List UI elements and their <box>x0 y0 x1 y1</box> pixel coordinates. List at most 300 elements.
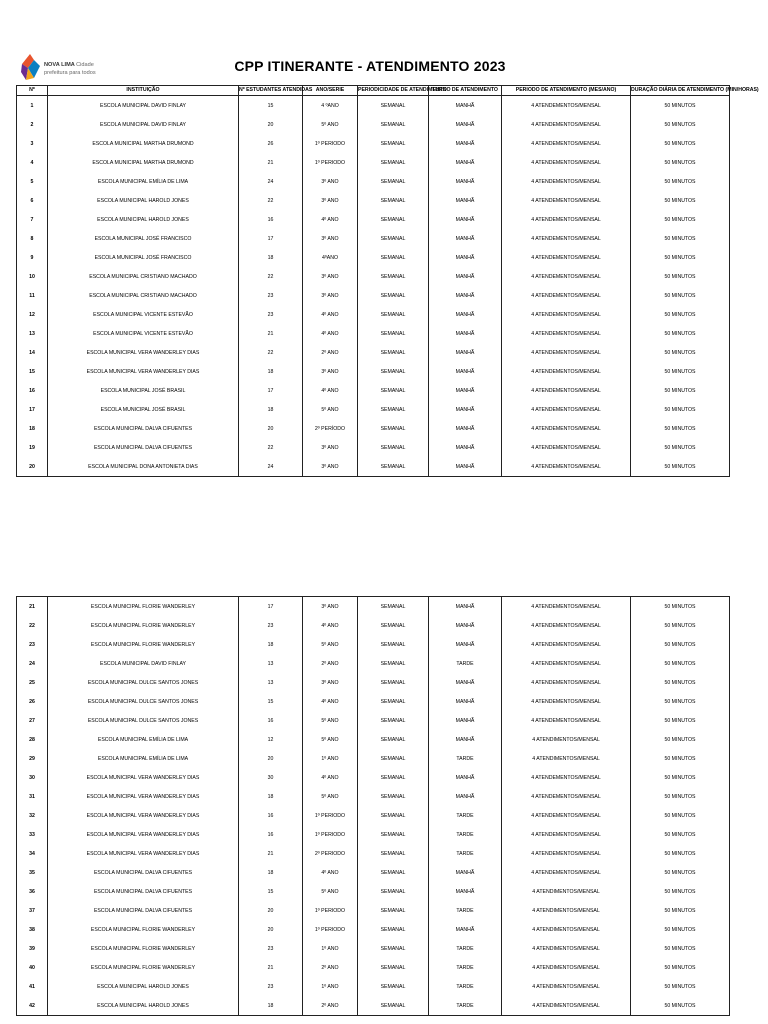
institution-cell: ESCOLA MUNICIPAL HAROLD JONES <box>48 977 239 996</box>
grade-cell: 5º ANO <box>303 115 358 134</box>
periodicity-cell: SEMANAL <box>358 863 429 882</box>
row-number-cell: 17 <box>17 400 48 419</box>
periodicity-cell: SEMANAL <box>358 958 429 977</box>
row-number-cell: 30 <box>17 768 48 787</box>
institution-cell: ESCOLA MUNICIPAL MARTHA DRUMOND <box>48 134 239 153</box>
periodicity-cell: SEMANAL <box>358 267 429 286</box>
grade-cell: 2º ANO <box>303 654 358 673</box>
table-row <box>17 597 730 617</box>
row-number-cell: 10 <box>17 267 48 286</box>
institution-cell: ESCOLA MUNICIPAL DALVA CIFUENTES <box>48 419 239 438</box>
institution-cell: ESCOLA MUNICIPAL VERA WANDERLEY DIAS <box>48 768 239 787</box>
grade-cell: 5º ANO <box>303 882 358 901</box>
duration-cell: 50 MINUTOS <box>631 248 730 267</box>
row-number-cell: 14 <box>17 343 48 362</box>
row-number-cell: 2 <box>17 115 48 134</box>
institution-cell: ESCOLA MUNICIPAL JOSÉ FRANCISCO <box>48 229 239 248</box>
period-cell: 4 ATENDEMENTOS/MENSAL <box>502 654 631 673</box>
table-row <box>17 419 730 438</box>
shift-cell: TARDE <box>429 806 502 825</box>
row-number-cell: 26 <box>17 692 48 711</box>
institution-cell: ESCOLA MUNICIPAL FLORIE WANDERLEY <box>48 635 239 654</box>
periodicity-cell: SEMANAL <box>358 134 429 153</box>
duration-cell: 50 MINUTOS <box>631 844 730 863</box>
header-periodicity: PERIODICIDADE DE ATENDIMENTO <box>358 86 429 96</box>
duration-cell: 50 MINUTOS <box>631 96 730 116</box>
students-count-cell: 21 <box>239 324 303 343</box>
shift-cell: TARDE <box>429 996 502 1016</box>
shift-cell: TARDE <box>429 977 502 996</box>
shift-cell: MANHÃ <box>429 419 502 438</box>
periodicity-cell: SEMANAL <box>358 939 429 958</box>
students-count-cell: 20 <box>239 901 303 920</box>
periodicity-cell: SEMANAL <box>358 825 429 844</box>
shift-cell: MANHÃ <box>429 711 502 730</box>
period-cell: 4 ATENDEMENTOS/MENSAL <box>502 210 631 229</box>
shift-cell: MANHÃ <box>429 616 502 635</box>
table-row <box>17 267 730 286</box>
row-number-cell: 40 <box>17 958 48 977</box>
period-cell: 4 ATENDEMENTOS/MENSAL <box>502 286 631 305</box>
periodicity-cell: SEMANAL <box>358 730 429 749</box>
students-count-cell: 23 <box>239 286 303 305</box>
row-number-cell: 33 <box>17 825 48 844</box>
shift-cell: MANHÃ <box>429 153 502 172</box>
students-count-cell: 18 <box>239 863 303 882</box>
grade-cell: 3º ANO <box>303 438 358 457</box>
grade-cell: 1º PERIODO <box>303 825 358 844</box>
shift-cell: MANHÃ <box>429 324 502 343</box>
table-row <box>17 343 730 362</box>
period-cell: 4 ATENDEMENTOS/MENSAL <box>502 635 631 654</box>
row-number-cell: 28 <box>17 730 48 749</box>
header-shift: TURNO DE ATENDIMENTO <box>429 86 502 96</box>
logo-brand: NOVA LIMA Cidade <box>44 62 94 68</box>
period-cell: 4 ATENDEMENTOS/MENSAL <box>502 711 631 730</box>
institution-cell: ESCOLA MUNICIPAL EMÍLIA DE LIMA <box>48 749 239 768</box>
table-row <box>17 324 730 343</box>
students-count-cell: 20 <box>239 115 303 134</box>
table-row <box>17 457 730 477</box>
periodicity-cell: SEMANAL <box>358 692 429 711</box>
row-number-cell: 34 <box>17 844 48 863</box>
students-count-cell: 16 <box>239 711 303 730</box>
duration-cell: 50 MINUTOS <box>631 343 730 362</box>
table-row <box>17 711 730 730</box>
duration-cell: 50 MINUTOS <box>631 305 730 324</box>
table-row <box>17 286 730 305</box>
shift-cell: MANHÃ <box>429 115 502 134</box>
periodicity-cell: SEMANAL <box>358 597 429 617</box>
students-count-cell: 23 <box>239 939 303 958</box>
row-number-cell: 42 <box>17 996 48 1016</box>
period-cell: 4 ATENDEMENTOS/MENSAL <box>502 438 631 457</box>
shift-cell: MANHÃ <box>429 381 502 400</box>
duration-cell: 50 MINUTOS <box>631 692 730 711</box>
table-row <box>17 635 730 654</box>
attendance-table-top <box>16 85 759 477</box>
table-row <box>17 749 730 768</box>
duration-cell: 50 MINUTOS <box>631 882 730 901</box>
periodicity-cell: SEMANAL <box>358 343 429 362</box>
header-number: Nº <box>17 86 48 96</box>
students-count-cell: 15 <box>239 882 303 901</box>
periodicity-cell: SEMANAL <box>358 210 429 229</box>
institution-cell: ESCOLA MUNICIPAL EMÍLIA DE LIMA <box>48 730 239 749</box>
row-number-cell: 19 <box>17 438 48 457</box>
institution-cell: ESCOLA MUNICIPAL JOSÉ BRASIL <box>48 400 239 419</box>
duration-cell: 50 MINUTOS <box>631 267 730 286</box>
table-row <box>17 825 730 844</box>
table-row <box>17 939 730 958</box>
duration-cell: 50 MINUTOS <box>631 457 730 477</box>
institution-cell: ESCOLA MUNICIPAL JOSÉ BRASIL <box>48 381 239 400</box>
duration-cell: 50 MINUTOS <box>631 362 730 381</box>
duration-cell: 50 MINUTOS <box>631 229 730 248</box>
grade-cell: 3º ANO <box>303 286 358 305</box>
institution-cell: ESCOLA MUNICIPAL DULCE SANTOS JONES <box>48 673 239 692</box>
period-cell: 4 ATENDIMENTOS/MENSAL <box>502 920 631 939</box>
institution-cell: ESCOLA MUNICIPAL VERA WANDERLEY DIAS <box>48 787 239 806</box>
periodicity-cell: SEMANAL <box>358 115 429 134</box>
table-row <box>17 730 730 749</box>
students-count-cell: 22 <box>239 267 303 286</box>
period-cell: 4 ATENDIMENTOS/MENSAL <box>502 882 631 901</box>
periodicity-cell: SEMANAL <box>358 844 429 863</box>
grade-cell: 2º ANO <box>303 996 358 1016</box>
shift-cell: TARDE <box>429 844 502 863</box>
students-count-cell: 18 <box>239 787 303 806</box>
periodicity-cell: SEMANAL <box>358 286 429 305</box>
duration-cell: 50 MINUTOS <box>631 673 730 692</box>
shift-cell: MANHÃ <box>429 787 502 806</box>
duration-cell: 50 MINUTOS <box>631 419 730 438</box>
table-row <box>17 400 730 419</box>
institution-cell: ESCOLA MUNICIPAL DALVA CIFUENTES <box>48 882 239 901</box>
table-row <box>17 806 730 825</box>
period-cell: 4 ATENDEMENTOS/MENSAL <box>502 400 631 419</box>
row-number-cell: 4 <box>17 153 48 172</box>
table-row <box>17 882 730 901</box>
row-number-cell: 36 <box>17 882 48 901</box>
institution-cell: ESCOLA MUNICIPAL DONA ANTONIETA DIAS <box>48 457 239 477</box>
students-count-cell: 18 <box>239 400 303 419</box>
grade-cell: 4º ANO <box>303 305 358 324</box>
grade-cell: 2º ANO <box>303 958 358 977</box>
period-cell: 4 ATENDIMENTOS/MENSAL <box>502 977 631 996</box>
grade-cell: 4º ANO <box>303 692 358 711</box>
period-cell: 4 ATENDEMENTOS/MENSAL <box>502 419 631 438</box>
header-students: Nº ESTUDANTES ATENDIDAS <box>239 86 303 96</box>
duration-cell: 50 MINUTOS <box>631 654 730 673</box>
shift-cell: MANHÃ <box>429 673 502 692</box>
institution-cell: ESCOLA MUNICIPAL VERA WANDERLEY DIAS <box>48 806 239 825</box>
students-count-cell: 18 <box>239 362 303 381</box>
institution-cell: ESCOLA MUNICIPAL DALVA CIFUENTES <box>48 863 239 882</box>
grade-cell: 2º PERÍODO <box>303 419 358 438</box>
grade-cell: 4 ºANO <box>303 96 358 116</box>
duration-cell: 50 MINUTOS <box>631 438 730 457</box>
period-cell: 4 ATENDIMENTOS/MENSAL <box>502 958 631 977</box>
attendance-table-bottom <box>16 596 730 1016</box>
table-row <box>17 673 730 692</box>
row-number-cell: 24 <box>17 654 48 673</box>
students-count-cell: 16 <box>239 210 303 229</box>
row-number-cell: 18 <box>17 419 48 438</box>
duration-cell: 50 MINUTOS <box>631 920 730 939</box>
period-cell: 4 ATENDEMENTOS/MENSAL <box>502 863 631 882</box>
row-number-cell: 25 <box>17 673 48 692</box>
grade-cell: 1º ANO <box>303 977 358 996</box>
table-row <box>17 172 730 191</box>
row-number-cell: 12 <box>17 305 48 324</box>
periodicity-cell: SEMANAL <box>358 153 429 172</box>
duration-cell: 50 MINUTOS <box>631 825 730 844</box>
period-cell: 4 ATENDEMENTOS/MENSAL <box>502 806 631 825</box>
table-row <box>17 96 730 116</box>
duration-cell: 50 MINUTOS <box>631 958 730 977</box>
institution-cell: ESCOLA MUNICIPAL FLORIE WANDERLEY <box>48 597 239 617</box>
students-count-cell: 21 <box>239 958 303 977</box>
shift-cell: TARDE <box>429 749 502 768</box>
students-count-cell: 26 <box>239 134 303 153</box>
periodicity-cell: SEMANAL <box>358 191 429 210</box>
shift-cell: MANHÃ <box>429 210 502 229</box>
grade-cell: 3º ANO <box>303 172 358 191</box>
period-cell: 4 ATENDEMENTOS/MENSAL <box>502 692 631 711</box>
duration-cell: 50 MINUTOS <box>631 711 730 730</box>
periodicity-cell: SEMANAL <box>358 305 429 324</box>
period-cell: 4 ATENDEMENTOS/MENSAL <box>502 381 631 400</box>
duration-cell: 50 MINUTOS <box>631 381 730 400</box>
table-row <box>17 229 730 248</box>
institution-cell: ESCOLA MUNICIPAL DULCE SANTOS JONES <box>48 711 239 730</box>
table-row <box>17 305 730 324</box>
row-number-cell: 31 <box>17 787 48 806</box>
institution-cell: ESCOLA MUNICIPAL CRISTIANO MACHADO <box>48 286 239 305</box>
students-count-cell: 17 <box>239 597 303 617</box>
row-number-cell: 3 <box>17 134 48 153</box>
grade-cell: 1º PERIODO <box>303 901 358 920</box>
students-count-cell: 17 <box>239 381 303 400</box>
periodicity-cell: SEMANAL <box>358 616 429 635</box>
institution-cell: ESCOLA MUNICIPAL EMÍLIA DE LIMA <box>48 172 239 191</box>
row-number-cell: 8 <box>17 229 48 248</box>
periodicity-cell: SEMANAL <box>358 901 429 920</box>
periodicity-cell: SEMANAL <box>358 920 429 939</box>
table-row <box>17 438 730 457</box>
periodicity-cell: SEMANAL <box>358 635 429 654</box>
periodicity-cell: SEMANAL <box>358 806 429 825</box>
institution-cell: ESCOLA MUNICIPAL DAVID FINLAY <box>48 654 239 673</box>
institution-cell: ESCOLA MUNICIPAL DAVID FINLAY <box>48 96 239 116</box>
grade-cell: 4º ANO <box>303 381 358 400</box>
institution-cell: ESCOLA MUNICIPAL CRISTIANO MACHADO <box>48 267 239 286</box>
periodicity-cell: SEMANAL <box>358 749 429 768</box>
shift-cell: MANHÃ <box>429 882 502 901</box>
institution-cell: ESCOLA MUNICIPAL VICENTE ESTEVÃO <box>48 324 239 343</box>
grade-cell: 1º PERIODO <box>303 806 358 825</box>
row-number-cell: 11 <box>17 286 48 305</box>
shift-cell: MANHÃ <box>429 286 502 305</box>
period-cell: 4 ATENDEMENTOS/MENSAL <box>502 153 631 172</box>
table-row <box>17 115 730 134</box>
periodicity-cell: SEMANAL <box>358 673 429 692</box>
row-number-cell: 39 <box>17 939 48 958</box>
students-count-cell: 15 <box>239 692 303 711</box>
table-row <box>17 692 730 711</box>
periodicity-cell: SEMANAL <box>358 248 429 267</box>
students-count-cell: 23 <box>239 977 303 996</box>
institution-cell: ESCOLA MUNICIPAL VERA WANDERLEY DIAS <box>48 343 239 362</box>
duration-cell: 50 MINUTOS <box>631 901 730 920</box>
table-row <box>17 362 730 381</box>
table-row <box>17 248 730 267</box>
shift-cell: MANHÃ <box>429 343 502 362</box>
institution-cell: ESCOLA MUNICIPAL VICENTE ESTEVÃO <box>48 305 239 324</box>
row-number-cell: 32 <box>17 806 48 825</box>
duration-cell: 50 MINUTOS <box>631 863 730 882</box>
grade-cell: 4ºANO <box>303 248 358 267</box>
periodicity-cell: SEMANAL <box>358 362 429 381</box>
row-number-cell: 13 <box>17 324 48 343</box>
duration-cell: 50 MINUTOS <box>631 768 730 787</box>
periodicity-cell: SEMANAL <box>358 711 429 730</box>
shift-cell: TARDE <box>429 958 502 977</box>
institution-cell: ESCOLA MUNICIPAL HAROLD JONES <box>48 191 239 210</box>
shift-cell: MANHÃ <box>429 400 502 419</box>
period-cell: 4 ATENDEMENTOS/MENSAL <box>502 267 631 286</box>
row-number-cell: 38 <box>17 920 48 939</box>
periodicity-cell: SEMANAL <box>358 96 429 116</box>
period-cell: 4 ATENDEMENTOS/MENSAL <box>502 324 631 343</box>
row-number-cell: 22 <box>17 616 48 635</box>
shift-cell: MANHÃ <box>429 768 502 787</box>
grade-cell: 4º ANO <box>303 324 358 343</box>
shift-cell: MANHÃ <box>429 438 502 457</box>
period-cell: 4 ATENDEMENTOS/MENSAL <box>502 787 631 806</box>
institution-cell: ESCOLA MUNICIPAL VERA WANDERLEY DIAS <box>48 825 239 844</box>
row-number-cell: 15 <box>17 362 48 381</box>
institution-cell: ESCOLA MUNICIPAL DALVA CIFUENTES <box>48 438 239 457</box>
grade-cell: 5º ANO <box>303 711 358 730</box>
shift-cell: MANHÃ <box>429 692 502 711</box>
table-row <box>17 787 730 806</box>
grade-cell: 3º ANO <box>303 362 358 381</box>
duration-cell: 50 MINUTOS <box>631 134 730 153</box>
period-cell: 4 ATENDEMENTOS/MENSAL <box>502 248 631 267</box>
period-cell: 4 ATENDIMENTOS/MENSAL <box>502 749 631 768</box>
students-count-cell: 18 <box>239 248 303 267</box>
shift-cell: TARDE <box>429 825 502 844</box>
periodicity-cell: SEMANAL <box>358 324 429 343</box>
periodicity-cell: SEMANAL <box>358 457 429 477</box>
students-count-cell: 13 <box>239 654 303 673</box>
shift-cell: MANHÃ <box>429 305 502 324</box>
institution-cell: ESCOLA MUNICIPAL DAVID FINLAY <box>48 115 239 134</box>
shift-cell: MANHÃ <box>429 96 502 116</box>
table-row <box>17 863 730 882</box>
row-number-cell: 27 <box>17 711 48 730</box>
institution-cell: ESCOLA MUNICIPAL FLORIE WANDERLEY <box>48 616 239 635</box>
period-cell: 4 ATENDEMENTOS/MENSAL <box>502 768 631 787</box>
grade-cell: 3º ANO <box>303 267 358 286</box>
shift-cell: MANHÃ <box>429 920 502 939</box>
duration-cell: 50 MINUTOS <box>631 191 730 210</box>
duration-cell: 50 MINUTOS <box>631 172 730 191</box>
grade-cell: 4º ANO <box>303 768 358 787</box>
table-row <box>17 996 730 1016</box>
institution-cell: ESCOLA MUNICIPAL VERA WANDERLEY DIAS <box>48 362 239 381</box>
institution-cell: ESCOLA MUNICIPAL HAROLD JONES <box>48 210 239 229</box>
periodicity-cell: SEMANAL <box>358 654 429 673</box>
period-cell: 4 ATENDEMENTOS/MENSAL <box>502 844 631 863</box>
students-count-cell: 24 <box>239 172 303 191</box>
periodicity-cell: SEMANAL <box>358 768 429 787</box>
grade-cell: 3º ANO <box>303 229 358 248</box>
table-header-row <box>17 86 730 96</box>
period-cell: 4 ATENDIMENTOS/MENSAL <box>502 939 631 958</box>
row-number-cell: 6 <box>17 191 48 210</box>
periodicity-cell: SEMANAL <box>358 882 429 901</box>
duration-cell: 50 MINUTOS <box>631 286 730 305</box>
students-count-cell: 20 <box>239 749 303 768</box>
period-cell: 4 ATENDEMENTOS/MENSAL <box>502 172 631 191</box>
shift-cell: MANHÃ <box>429 248 502 267</box>
periodicity-cell: SEMANAL <box>358 229 429 248</box>
duration-cell: 50 MINUTOS <box>631 977 730 996</box>
duration-cell: 50 MINUTOS <box>631 787 730 806</box>
period-cell: 4 ATENDIMENTOS/MENSAL <box>502 730 631 749</box>
students-count-cell: 18 <box>239 635 303 654</box>
grade-cell: 2º ANO <box>303 343 358 362</box>
students-count-cell: 23 <box>239 305 303 324</box>
table-row <box>17 958 730 977</box>
grade-cell: 1º ANO <box>303 939 358 958</box>
header-grade: ANO/SERIE <box>303 86 358 96</box>
students-count-cell: 22 <box>239 343 303 362</box>
institution-cell: ESCOLA MUNICIPAL HAROLD JONES <box>48 996 239 1016</box>
students-count-cell: 17 <box>239 229 303 248</box>
shift-cell: TARDE <box>429 654 502 673</box>
row-number-cell: 37 <box>17 901 48 920</box>
institution-cell: ESCOLA MUNICIPAL FLORIE WANDERLEY <box>48 939 239 958</box>
duration-cell: 50 MINUTOS <box>631 616 730 635</box>
table-row <box>17 654 730 673</box>
periodicity-cell: SEMANAL <box>358 172 429 191</box>
period-cell: 4 ATENDIMENTOS/MENSAL <box>502 901 631 920</box>
duration-cell: 50 MINUTOS <box>631 210 730 229</box>
table-row <box>17 381 730 400</box>
header-period: PERIODO DE ATENDIMENTO (MES/ANO) <box>502 86 631 96</box>
row-number-cell: 20 <box>17 457 48 477</box>
period-cell: 4 ATENDEMENTOS/MENSAL <box>502 597 631 617</box>
period-cell: 4 ATENDEMENTOS/MENSAL <box>502 134 631 153</box>
students-count-cell: 22 <box>239 191 303 210</box>
periodicity-cell: SEMANAL <box>358 977 429 996</box>
students-count-cell: 20 <box>239 419 303 438</box>
page-title: CPP ITINERANTE - ATENDIMENTO 2023 <box>234 58 506 74</box>
period-cell: 4 ATENDEMENTOS/MENSAL <box>502 616 631 635</box>
row-number-cell: 21 <box>17 597 48 617</box>
period-cell: 4 ATENDEMENTOS/MENSAL <box>502 115 631 134</box>
period-cell: 4 ATENDEMENTOS/MENSAL <box>502 673 631 692</box>
grade-cell: 3º ANO <box>303 457 358 477</box>
grade-cell: 5º ANO <box>303 730 358 749</box>
table-row <box>17 920 730 939</box>
shift-cell: MANHÃ <box>429 635 502 654</box>
students-count-cell: 15 <box>239 96 303 116</box>
